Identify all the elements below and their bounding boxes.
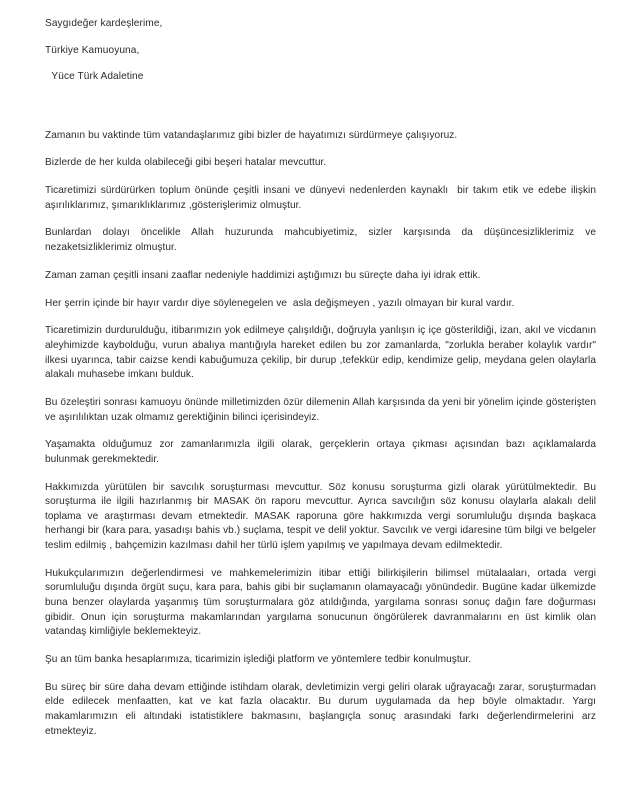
paragraph-10: Hakkımızda yürütülen bir savcılık soruşturması mevcuttur. Söz konusu soruşturma gizli olarak yürütülmektedir. Bu soruşturma ile ilgili hazırlanmış bir MASAK ön raporu mevcuttur. Ayrıca savcılığın söz konusu olaylarla alakalı delil toplama ve araştırması devam etmektedir. MASAK raporuna göre hakkımızda vergi sorumluluğu dışında başkaca herhangi bir (kara para, yasadışı bahis vb.) suçlama, tespit ve delil yoktur. Savcılık ve vergi idaresine tüm bilgi ve belgeler teslim edilmiş , bahçemizin kazılması dahil her türlü işlem yapılmış ve yapılmaya devam edilmektedir. [45,481,599,552]
paragraph-13: Bu süreç bir süre daha devam ettiğinde istihdam olarak, devletimizin vergi geliri olarak uğrayacağı zarar, soruşturmadan elde edilecek menfaatten, kat ve kat fazla olacaktır. Bu durum uygulamada da hep böyle olmaktadır. Yargı makamlarımızın eli altındaki istatistiklere bakmasını, başlangıçla sonuç arasındaki farkı değerlendirmelerini arz etmekteyiz. [45,681,599,737]
paragraph-5: Zaman zaman çeşitli insani zaaflar nedeniyle haddimizi aştığımızı bu süreçte daha iyi idrak ettik. [45,269,481,281]
salutation-line-2: Türkiye Kamuoyuna, [45,44,140,56]
salutation-block [45,0,596,83]
paragraph-7: Ticaretimizin durdurulduğu, itibarımızın yok edilmeye çalışıldığı, doğruyla yanlışın iç içe gösterildiği, izan, akıl ve vicdanın aleyhimizde kaybolduğu, vurun abalıya mantığıyla hareket edilen bu zor zamanlarda, "zorlukla beraber kolaylık vardır" ilkesi uyarınca, tabir caizse kendi kabuğumuza çekilip, bir durup ,tefekkür edip, kendimize gelip, meydana gelen olaylarla alakalı muhasebe imkanı bulduk. [45,325,599,381]
paragraph-4: Bunlardan dolayı öncelikle Allah huzurunda mahcubiyetimiz, sizler karşısında da düşüncesizliklerimiz ve nezaketsizliklerimiz olmuştur. [45,227,599,254]
body-block [45,98,599,740]
paragraph-12: Şu an tüm banka hesaplarımıza, ticarimizin işlediği platform ve yöntemlere tedbir konulmuştur. [45,654,472,665]
paragraph-11: Hukukçularımızın değerlendirmesi ve mahkemelerimizin itibar ettiği bilirkişilerin bilimsel mütalaaları, ortada vergi sorumluluğu dışında örgüt suçu, kara para, bahis gibi bir suçlamanın olamayacağı yönündedir. Bugüne kadar ülkemizde buna benzer olaylarda yaşanmış tüm soruşturmalara göz atıldığında, yargılama sonrası sonuç dağın fare doğurması gibidir. Onun için soruşturma makamlarından yargılama sonucunun öngörülerek davranmalarını en üst kimlik olan vatandaş kimliğiyle beklemekteyiz. [45,567,599,638]
paragraph-2: Bizlerde de her kulda olabileceği gibi beşeri hatalar mevcuttur. [45,157,327,169]
paragraph-8: Bu özeleştiri sonrası kamuoyu önünde milletimizden özür dilemenin Allah karşısında da yeni bir yönelim içinde gösterişten ve aşırılılıktan uzak olmamız gerektiğinin bilinci içerisindeyiz. [45,396,599,423]
paragraph-6: Her şerrin içinde bir hayır vardır diye söylenegelen ve asla değişmeyen , yazılı olmayan bir kural vardır. [45,297,515,309]
paragraph-3: Ticaretimizi sürdürürken toplum önünde çeşitli insani ve dünyevi nedenlerden kaynaklı bir takım etik ve edebe ilişkin aşırılıklarımız, şımarıklıklarımız ,gösterişlerimiz olmuştur. [45,185,599,211]
salutation-line-3: Yüce Türk Adaletine [48,71,144,82]
paragraph-1: Zamanın bu vaktinde tüm vatandaşlarımız gibi bizler de hayatımızı sürdürmeye çalışıyoruz. [45,129,458,141]
paragraph-9: Yaşamakta olduğumuz zor zamanlarımızla ilgili olarak, gerçeklerin ortaya çıkması açısından bazı açıklamalarda bulunmak gerekmektedir. [45,439,599,465]
document-content [45,0,599,739]
salutation-line-1: Saygıdeğer kardeşlerime, [45,18,163,29]
